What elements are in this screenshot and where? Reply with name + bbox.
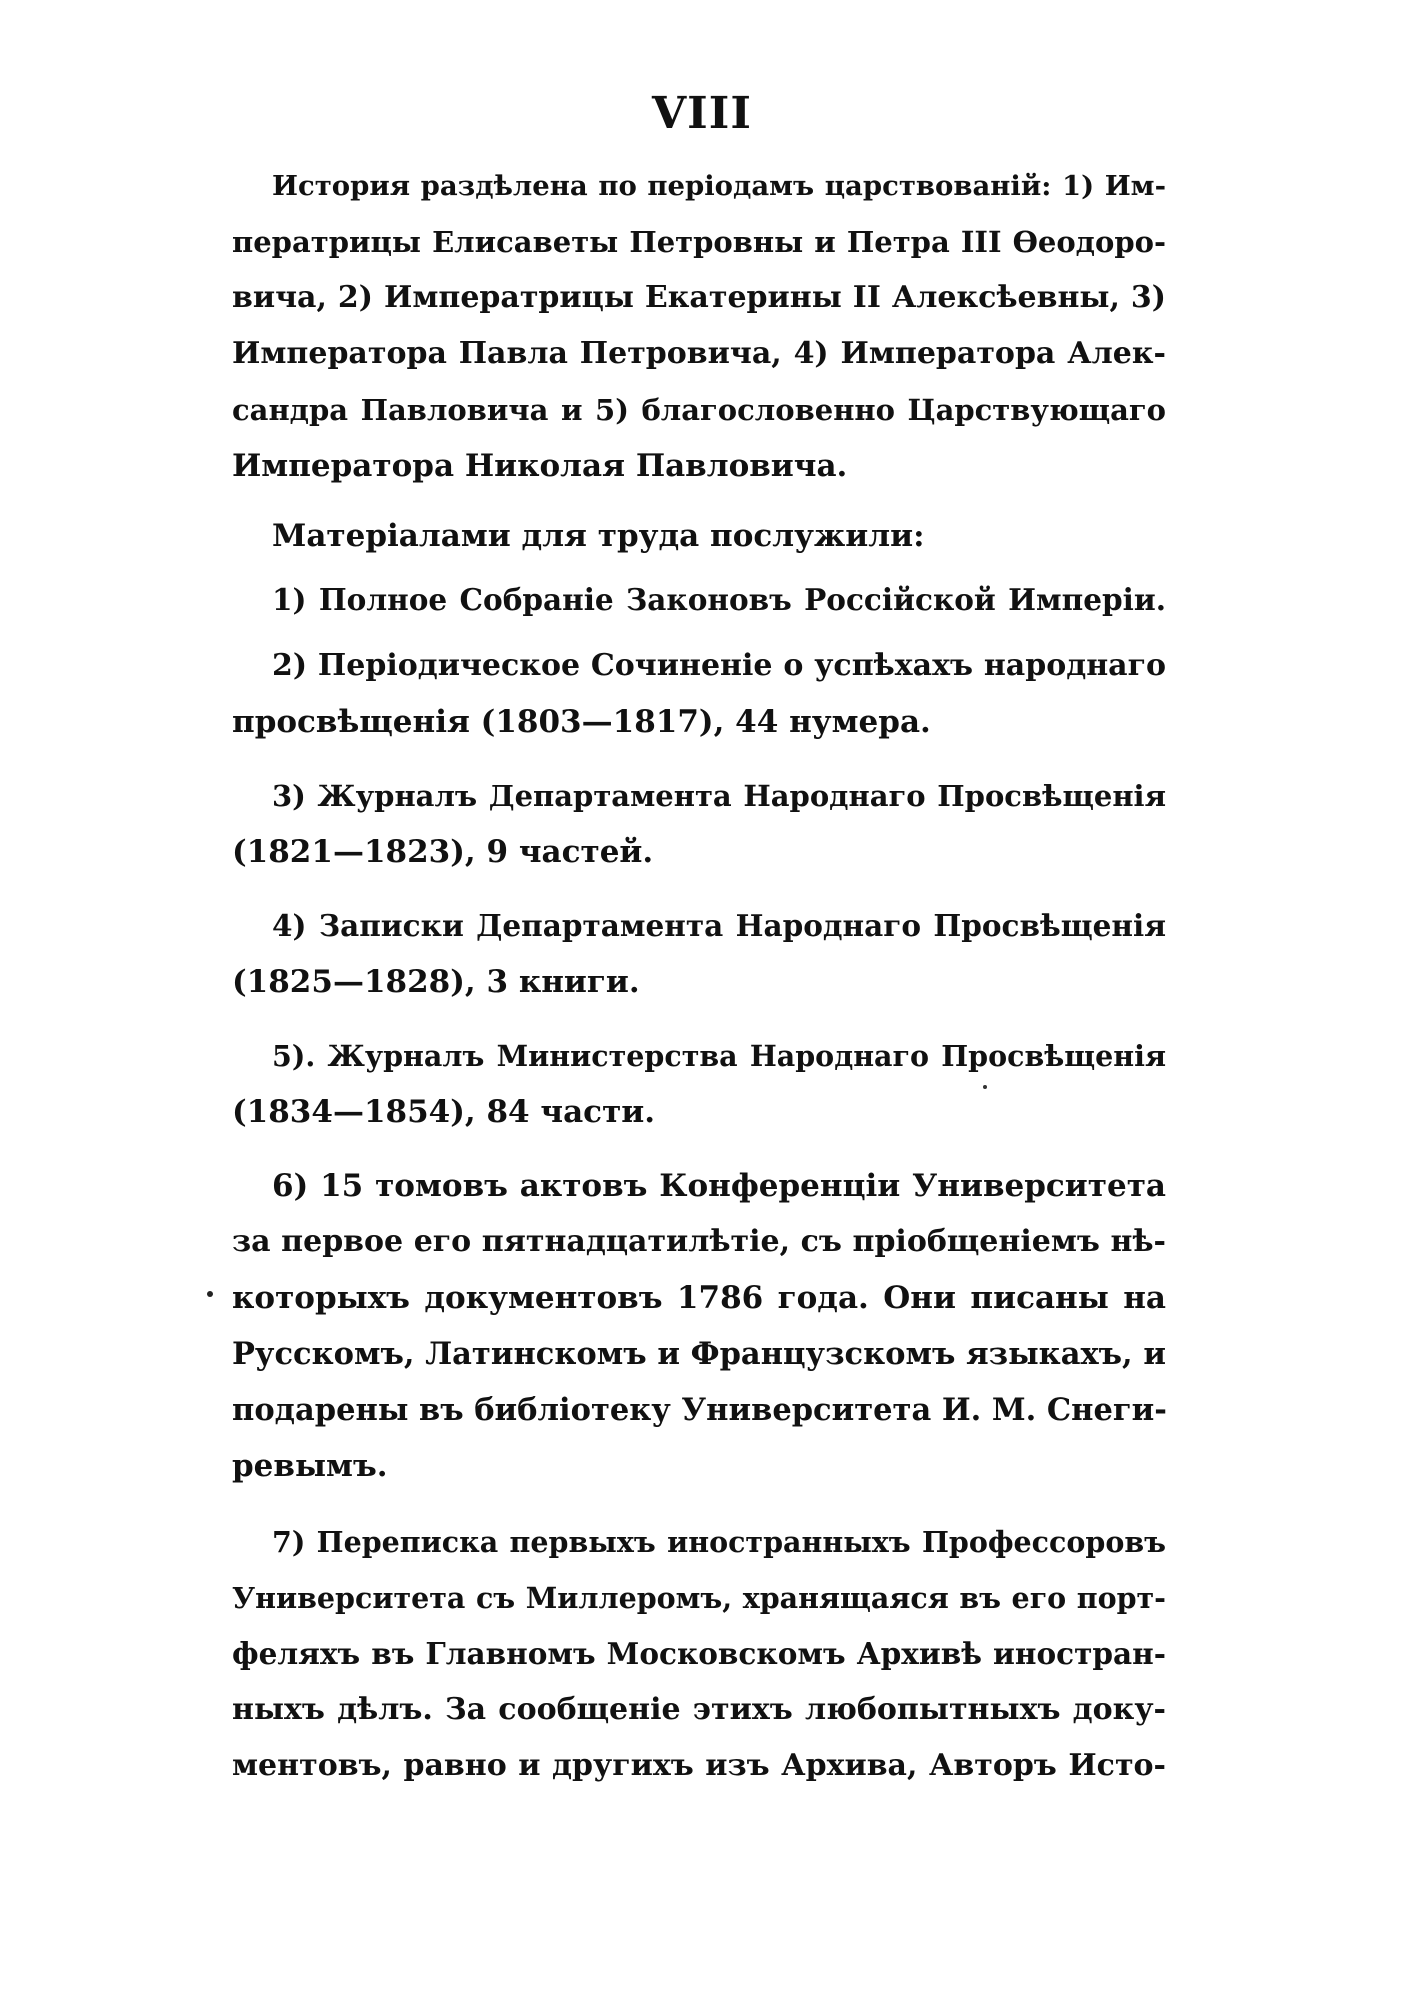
item-6-line-5: подарены въ библіотеку Университета И. М. Снеги- xyxy=(232,1392,1167,1428)
intro-line-6: Императора Николая Павловича. xyxy=(232,448,848,484)
item-4-line-1: 4) Записки Департамента Народнаго Просвѣщенія xyxy=(272,908,1166,943)
item-7-line-2: Университета съ Миллеромъ, хранящаяся въ его порт- xyxy=(232,1581,1166,1615)
intro-line-2: ператрицы Елисаветы Петровны и Петра III Ѳеодоро- xyxy=(232,225,1166,259)
item-6-line-1: 6) 15 томовъ актовъ Конференціи Университета xyxy=(272,1168,1166,1204)
ink-speck xyxy=(983,1085,987,1089)
materials-heading: Матеріалами для труда послужили: xyxy=(272,518,925,554)
item-7-line-5: ментовъ, равно и другихъ изъ Архива, Авторъ Исто- xyxy=(232,1748,1166,1783)
intro-line-5: сандра Павловича и 5) благословенно Царствующаго xyxy=(232,393,1166,427)
item-6-line-4: Русскомъ, Латинскомъ и Французскомъ языкахъ, и xyxy=(232,1336,1166,1372)
item-7-line-4: ныхъ дѣлъ. За сообщеніе этихъ любопытныхъ доку- xyxy=(232,1692,1166,1727)
item-5-line-2: (1834—1854), 84 части. xyxy=(232,1094,656,1130)
item-7-line-3: феляхъ въ Главномъ Московскомъ Архивѣ иностран- xyxy=(232,1636,1166,1671)
page-number: VIII xyxy=(652,88,752,139)
intro-line-3: вича, 2) Императрицы Екатерины II Алексѣевны, 3) xyxy=(232,280,1166,315)
item-6-line-3: которыхъ документовъ 1786 года. Они писаны на xyxy=(232,1280,1166,1316)
margin-ink-dot xyxy=(207,1291,213,1297)
intro-line-1: История раздѣлена по періодамъ царствованій: 1) Им- xyxy=(272,170,1166,202)
item-2-line-2: просвѣщенія (1803—1817), 44 нумера. xyxy=(232,704,931,740)
item-6-line-2: за первое его пятнадцатилѣтіе, съ пріобщеніемъ нѣ- xyxy=(232,1224,1166,1259)
item-7-line-1: 7) Переписка первыхъ иностранныхъ Профессоровъ xyxy=(272,1525,1166,1559)
item-3-line-1: 3) Журналъ Департамента Народнаго Просвѣщенія xyxy=(272,779,1166,813)
item-2-line-1: 2) Періодическое Сочиненіе о успѣхахъ народнаго xyxy=(272,648,1166,683)
item-3-line-2: (1821—1823), 9 частей. xyxy=(232,834,654,870)
item-6-line-6: ревымъ. xyxy=(232,1448,388,1484)
item-5-line-1: 5). Журналъ Министерства Народнаго Просвѣщенія xyxy=(272,1039,1166,1073)
item-1-line-1: 1) Полное Собраніе Законовъ Россійской Имперіи. xyxy=(272,582,1166,617)
item-4-line-2: (1825—1828), 3 книги. xyxy=(232,964,640,1000)
intro-line-4: Императора Павла Петровича, 4) Императора Алек- xyxy=(232,336,1166,371)
